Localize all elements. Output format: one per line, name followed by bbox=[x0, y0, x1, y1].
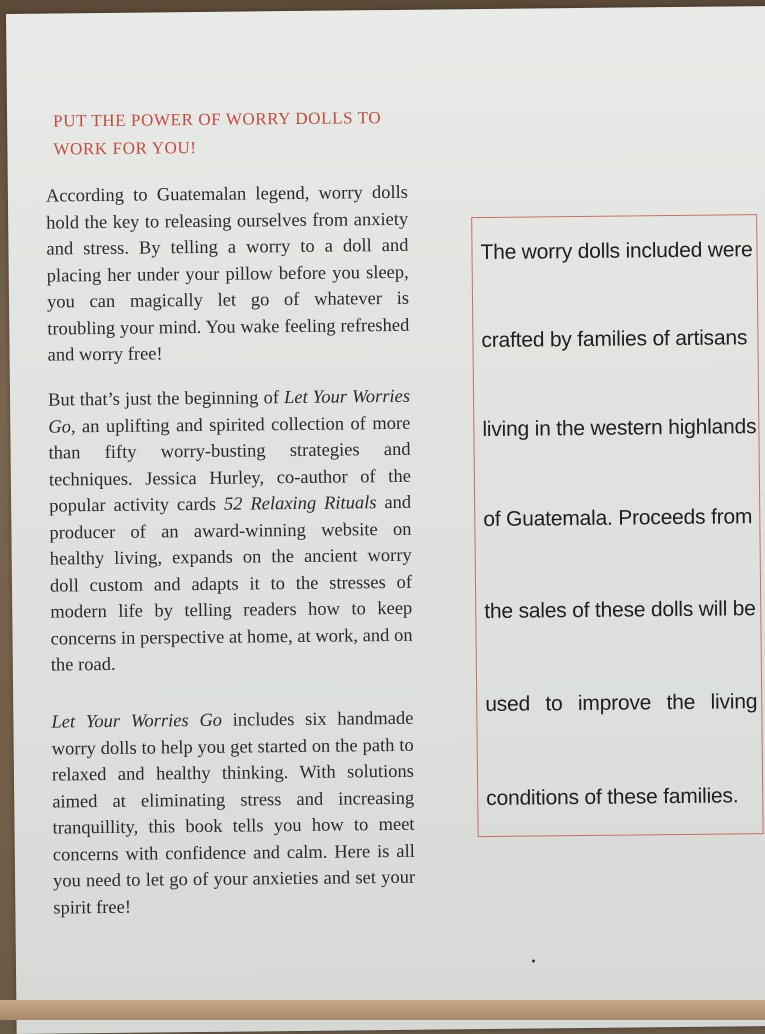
headline: PUT THE POWER OF WORRY DOLLS TO WORK FOR YOU! bbox=[53, 108, 382, 159]
paragraph-text: But that’s just the beginning of bbox=[47, 388, 285, 411]
page-speck bbox=[532, 960, 535, 963]
callout-line: The worry dolls included were bbox=[480, 238, 753, 265]
paragraph-book-description bbox=[48, 384, 413, 679]
book-title: Let Your Worries Go bbox=[51, 710, 223, 733]
callout-line: crafted by families of artisans bbox=[481, 326, 748, 353]
callout-line: living in the western highlands bbox=[482, 415, 757, 442]
paragraph-text: and producer of an award-winning website on healthy living, expands on the ancient worry doll custom and adapts it to the stresses of modern life by telling readers how to keep concerns in perspective at home, at work, and on the road. bbox=[49, 492, 413, 676]
paragraph-included-dolls bbox=[51, 706, 415, 922]
callout-line: of Guatemala. Proceeds from bbox=[483, 505, 753, 532]
book-title: Let Your Worries Go bbox=[48, 386, 411, 438]
callout-box bbox=[471, 214, 763, 837]
callout-line: conditions of these families. bbox=[486, 784, 739, 811]
book-back-cover bbox=[6, 6, 765, 1034]
paragraph-text: includes six handmade worry dolls to help you get started on the path to relaxed and healthy thinking. With solutions aimed at eliminating stress and increasing tranquillity, this book tells you how to meet concerns with confidence and calm. Here is all you need to let go of your anxieties and set your spirit free! bbox=[51, 708, 416, 919]
callout-line: the sales of these dolls will be bbox=[484, 597, 756, 624]
cards-title: 52 Relaxing Rituals bbox=[223, 493, 377, 515]
book-bottom-edge bbox=[0, 1000, 765, 1020]
callout-line: used to improve the living bbox=[485, 690, 758, 717]
paragraph-legend: According to Guatemalan legend, worry dolls hold the key to releasing ourselves from anxiety and stress. By telling a worry to a doll and placing her under your pillow before you sleep, you can magically let go of whatever is troubling your mind. You wake feeling refreshed and worry free! bbox=[45, 182, 410, 366]
paragraph-text: , an uplifting and spirited collection of more than fifty worry-busting strategies and techniques. Jessica Hurley, co-author of the popular activity cards bbox=[48, 413, 411, 517]
